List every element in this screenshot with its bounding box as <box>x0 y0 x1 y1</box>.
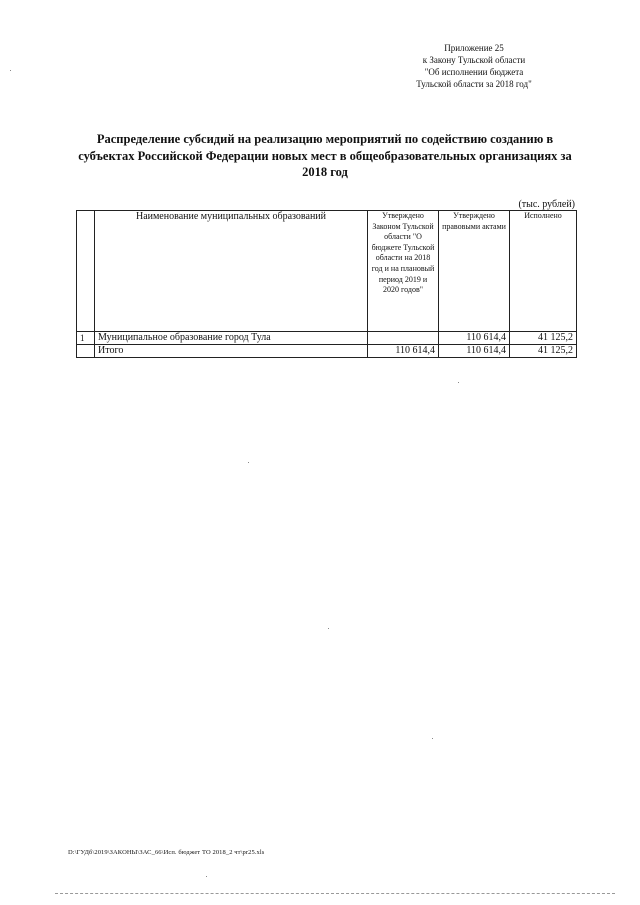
total-name: Итого <box>95 345 368 358</box>
scan-speck <box>432 738 433 739</box>
scan-artifact-line <box>55 893 615 894</box>
row-name: Муниципальное образование город Тула <box>95 332 368 345</box>
scan-speck <box>206 876 207 877</box>
total-executed: 41 125,2 <box>510 345 577 358</box>
appendix-line-2: к Закону Тульской области <box>422 55 526 65</box>
total-index <box>77 345 95 358</box>
row-index: 1 <box>77 332 95 345</box>
document-title: Распределение субсидий на реализацию мероприятий по содействию созданию в субъектах Российской Федерации новых мест в общеобразовательных организациях за 2018 год <box>78 132 572 179</box>
header-approved-acts: Утверждено правовыми актами <box>439 211 510 332</box>
total-approved-acts: 110 614,4 <box>439 345 510 358</box>
subsidy-table <box>76 210 577 358</box>
appendix-header <box>380 42 568 90</box>
header-executed: Исполнено <box>510 211 577 332</box>
units-label: (тыс. рублей) <box>518 199 575 210</box>
row-approved-acts: 110 614,4 <box>439 332 510 345</box>
appendix-line-4: Тульской области за 2018 год" <box>416 79 532 89</box>
header-name: Наименование муниципальных образований <box>95 211 368 332</box>
scan-speck <box>248 462 249 463</box>
header-approved-law: Утверждено Законом Тульской области "О бюджете Тульской области на 2018 год и на плановый период 2019 и 2020 годов" <box>368 211 439 332</box>
scan-speck <box>328 628 329 629</box>
scan-speck <box>10 70 11 71</box>
appendix-line-3: "Об исполнении бюджета <box>424 67 524 77</box>
header-index <box>77 211 95 332</box>
total-approved-law: 110 614,4 <box>368 345 439 358</box>
row-executed: 41 125,2 <box>510 332 577 345</box>
appendix-line-1: Приложение 25 <box>444 43 504 53</box>
row-approved-law <box>368 332 439 345</box>
scan-speck <box>458 382 459 383</box>
file-path-footer: D:\ГУДб\2019\ЗАКОНЫ\ЗАС_66\Исп. бюджет ТО 2018_2 чт\pr25.xls <box>68 849 265 856</box>
total-row <box>77 345 577 358</box>
table-header-row <box>77 211 577 332</box>
table-row <box>77 332 577 345</box>
